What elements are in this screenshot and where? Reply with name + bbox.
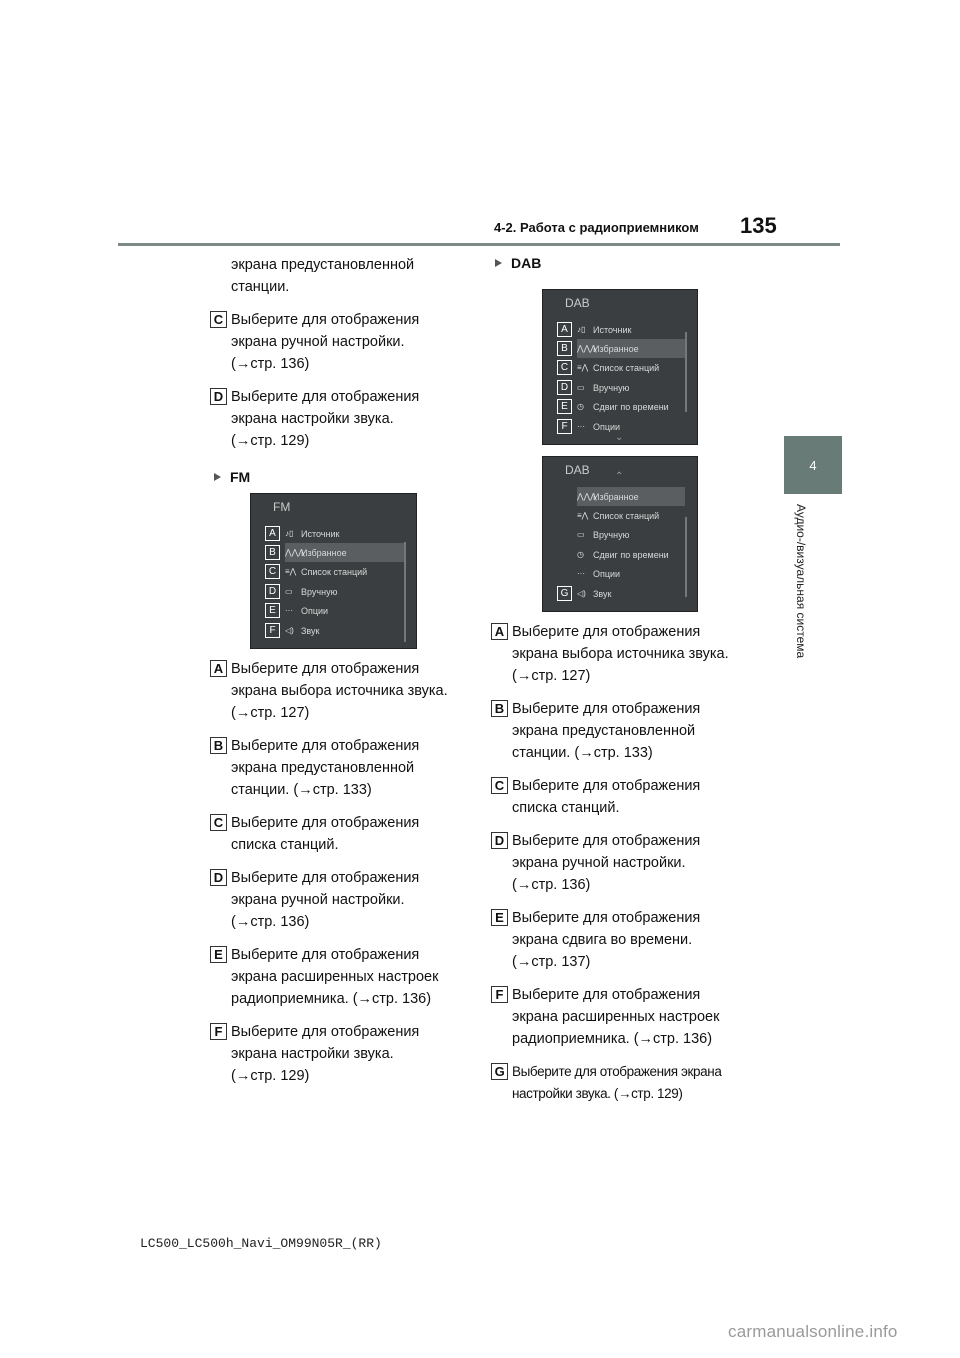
item-line: экрана сдвига во времени. (512, 932, 693, 948)
fm-screen (250, 493, 417, 649)
item-line: Выберите для отображения (512, 910, 701, 926)
scrollbar (685, 332, 687, 412)
more-icon: ··· (577, 422, 585, 431)
fm-heading (210, 466, 470, 488)
callout-label: D (557, 380, 572, 395)
callout-label: F (557, 419, 572, 434)
item-line: Выберите для отображения (231, 947, 420, 963)
menu-row-label: Список станций (593, 362, 660, 373)
chapter-tab (784, 436, 842, 494)
item-line: экрана настройки звука. (231, 411, 394, 427)
item-line: (→стр. 136) (231, 914, 310, 930)
callout-label: E (557, 399, 572, 414)
item-line: Выберите для отображения (512, 624, 701, 640)
item-badge: F (491, 986, 508, 1003)
item-line: экрана ручной настройки. (231, 334, 405, 350)
menu-row-label: Вручную (593, 529, 630, 540)
screen-title: DAB (565, 296, 590, 310)
item-badge: D (210, 388, 227, 405)
callout-label: B (265, 545, 280, 560)
keyboard-icon: ▭ (285, 587, 293, 596)
item-line: (→стр. 129) (231, 433, 310, 449)
item-badge: E (210, 946, 227, 963)
dab-screen-1 (542, 289, 698, 445)
menu-row-label: Источник (301, 528, 340, 539)
triangle-bullet-icon (495, 259, 502, 267)
menu-row-label: Звук (593, 588, 612, 599)
document-code: LC500_LC500h_Navi_OM99N05R_(RR) (140, 1236, 382, 1251)
item-line: Выберите для отображения (231, 312, 420, 328)
description-item (210, 944, 470, 1010)
menu-row-timeshift[interactable] (577, 397, 685, 416)
menu-row-sound[interactable] (577, 584, 685, 603)
description-item (491, 830, 761, 896)
callout-label: E (265, 603, 280, 618)
menu-row-label: Список станций (301, 566, 368, 577)
chapter-number: 4 (809, 457, 817, 473)
continued-line-2: станции. (231, 279, 290, 295)
menu-row-label: Вручную (593, 382, 630, 393)
menu-row-station-list[interactable] (577, 506, 685, 525)
item-badge: A (491, 623, 508, 640)
dab-heading-text: DAB (511, 255, 542, 271)
description-item (491, 621, 761, 687)
menu-row-favorites[interactable] (285, 543, 404, 562)
more-icon: ··· (285, 606, 293, 615)
source-icon: ♪▯ (285, 529, 294, 538)
menu-row-label: Звук (301, 625, 320, 636)
favorites-icon: ⋀⋀⋀ (577, 492, 597, 501)
menu-row-label: Избранное (593, 491, 639, 502)
item-line: Выберите для отображения экрана (512, 1064, 722, 1079)
item-line: (→стр. 137) (512, 954, 591, 970)
menu-row-label: Опции (593, 568, 621, 579)
item-line: Выберите для отображения (231, 389, 420, 405)
menu-row-label: Избранное (301, 547, 347, 558)
item-line: экрана предустановленной (231, 760, 415, 776)
screen-title: FM (273, 500, 291, 514)
menu-row-source[interactable] (577, 320, 685, 339)
item-line: (→стр. 127) (231, 705, 310, 721)
item-line: экрана настройки звука. (231, 1046, 394, 1062)
menu-row-label: Список станций (593, 510, 660, 521)
menu-row-favorites[interactable] (577, 339, 685, 358)
page-number: 135 (740, 213, 777, 238)
item-badge: C (491, 777, 508, 794)
item-line: (→стр. 129) (231, 1068, 310, 1084)
item-badge: C (210, 311, 227, 328)
left-column (210, 252, 470, 488)
callout-label: F (265, 623, 280, 638)
item-line: станции. (→стр. 133) (231, 782, 372, 798)
menu-row-options[interactable] (577, 564, 685, 583)
source-icon: ♪▯ (577, 325, 586, 334)
screen-title: DAB (565, 463, 590, 477)
description-item (491, 907, 761, 973)
callout-label: A (557, 322, 572, 337)
item-line: радиоприемника. (→стр. 136) (512, 1031, 713, 1047)
favorites-icon: ⋀⋀⋀ (285, 548, 305, 557)
item-line: Выберите для отображения (231, 870, 420, 886)
item-line: Выберите для отображения (512, 987, 701, 1003)
menu-row-label: Вручную (301, 586, 338, 597)
chapter-title: Аудио-/визуальная система (794, 504, 808, 659)
callout-label: D (265, 584, 280, 599)
description-item (491, 775, 761, 819)
item-line: экрана выбора источника звука. (231, 683, 448, 699)
item-badge: B (491, 700, 508, 717)
description-item (491, 984, 761, 1050)
scrollbar (404, 542, 406, 642)
menu-row-options[interactable] (285, 601, 404, 620)
item-line: Выберите для отображения (512, 778, 701, 794)
description-item (210, 309, 470, 375)
menu-row-sound[interactable] (285, 621, 404, 640)
list-icon: ≡⋀ (577, 363, 589, 372)
item-badge: E (491, 909, 508, 926)
menu-row-label: Источник (593, 324, 632, 335)
description-item (210, 658, 470, 724)
item-badge: G (491, 1063, 508, 1080)
right-column (491, 252, 751, 274)
item-line: (→стр. 127) (512, 668, 591, 684)
speaker-icon: ◁) (577, 589, 586, 598)
fm-heading-text: FM (230, 469, 251, 485)
item-line: (→стр. 136) (231, 356, 310, 372)
callout-label: C (557, 360, 572, 375)
menu-row-source[interactable] (285, 524, 404, 543)
item-badge: B (210, 737, 227, 754)
header-rule (118, 243, 840, 246)
section-title: 4-2. Работа с радиоприемником (494, 220, 699, 235)
menu-row-options[interactable] (577, 417, 685, 436)
item-line: экрана ручной настройки. (231, 892, 405, 908)
continued-line-1: экрана предустановленной (231, 257, 415, 273)
menu-row-timeshift[interactable] (577, 545, 685, 564)
list-icon: ≡⋀ (577, 511, 589, 520)
menu-row-label: Опции (301, 605, 329, 616)
dab-screen-2 (542, 456, 698, 612)
list-icon: ≡⋀ (285, 567, 297, 576)
menu-row-favorites[interactable] (577, 487, 685, 506)
menu-row-station-list[interactable] (577, 358, 685, 377)
item-line: Выберите для отображения (231, 661, 420, 677)
item-badge: F (210, 1023, 227, 1040)
callout-label: C (265, 564, 280, 579)
more-icon: ··· (577, 569, 585, 578)
description-item (210, 1021, 470, 1087)
item-badge: D (210, 869, 227, 886)
item-line: Выберите для отображения (512, 701, 701, 717)
item-line: Выберите для отображения (231, 815, 420, 831)
left-items (210, 658, 470, 1087)
right-items (491, 621, 761, 1105)
item-line: экрана выбора источника звука. (512, 646, 729, 662)
menu-row-label: Сдвиг по времени (593, 401, 669, 412)
dab-heading (491, 252, 751, 274)
description-item (491, 698, 761, 764)
menu-row-manual[interactable] (577, 525, 685, 544)
item-badge: A (210, 660, 227, 677)
keyboard-icon: ▭ (577, 530, 585, 539)
item-line: Выберите для отображения (231, 738, 420, 754)
scrollbar (685, 517, 687, 597)
callout-label: G (557, 586, 572, 601)
menu-row-label: Опции (593, 421, 621, 432)
item-badge: D (491, 832, 508, 849)
triangle-bullet-icon (214, 473, 221, 481)
item-line: списка станций. (231, 837, 339, 853)
watermark: carmanualsonline.info (728, 1322, 898, 1341)
keyboard-icon: ▭ (577, 383, 585, 392)
clock-icon: ◷ (577, 550, 584, 559)
item-line: экрана ручной настройки. (512, 855, 686, 871)
chevron-up-icon[interactable]: ⌃ (615, 471, 624, 482)
item-line: настройки звука. (→стр. 129) (512, 1086, 683, 1101)
description-item (210, 867, 470, 933)
item-line: списка станций. (512, 800, 620, 816)
item-line: станции. (→стр. 133) (512, 745, 653, 761)
chevron-down-icon[interactable]: ⌄ (615, 432, 624, 443)
item-line: Выберите для отображения (231, 1024, 420, 1040)
description-item (210, 812, 470, 856)
favorites-icon: ⋀⋀⋀ (577, 344, 597, 353)
speaker-icon: ◁) (285, 626, 294, 635)
description-item (491, 1061, 761, 1105)
callout-label: A (265, 526, 280, 541)
description-item (210, 735, 470, 801)
item-badge: C (210, 814, 227, 831)
item-line: экрана расширенных настроек (231, 969, 439, 985)
menu-row-label: Избранное (593, 343, 639, 354)
clock-icon: ◷ (577, 402, 584, 411)
item-line: экрана расширенных настроек (512, 1009, 720, 1025)
item-line: Выберите для отображения (512, 833, 701, 849)
description-item (210, 386, 470, 452)
menu-row-station-list[interactable] (285, 562, 404, 581)
menu-row-manual[interactable] (285, 582, 404, 601)
item-line: (→стр. 136) (512, 877, 591, 893)
item-line: радиоприемника. (→стр. 136) (231, 991, 432, 1007)
item-line: экрана предустановленной (512, 723, 696, 739)
callout-label: B (557, 341, 572, 356)
menu-row-label: Сдвиг по времени (593, 549, 669, 560)
menu-row-manual[interactable] (577, 378, 685, 397)
